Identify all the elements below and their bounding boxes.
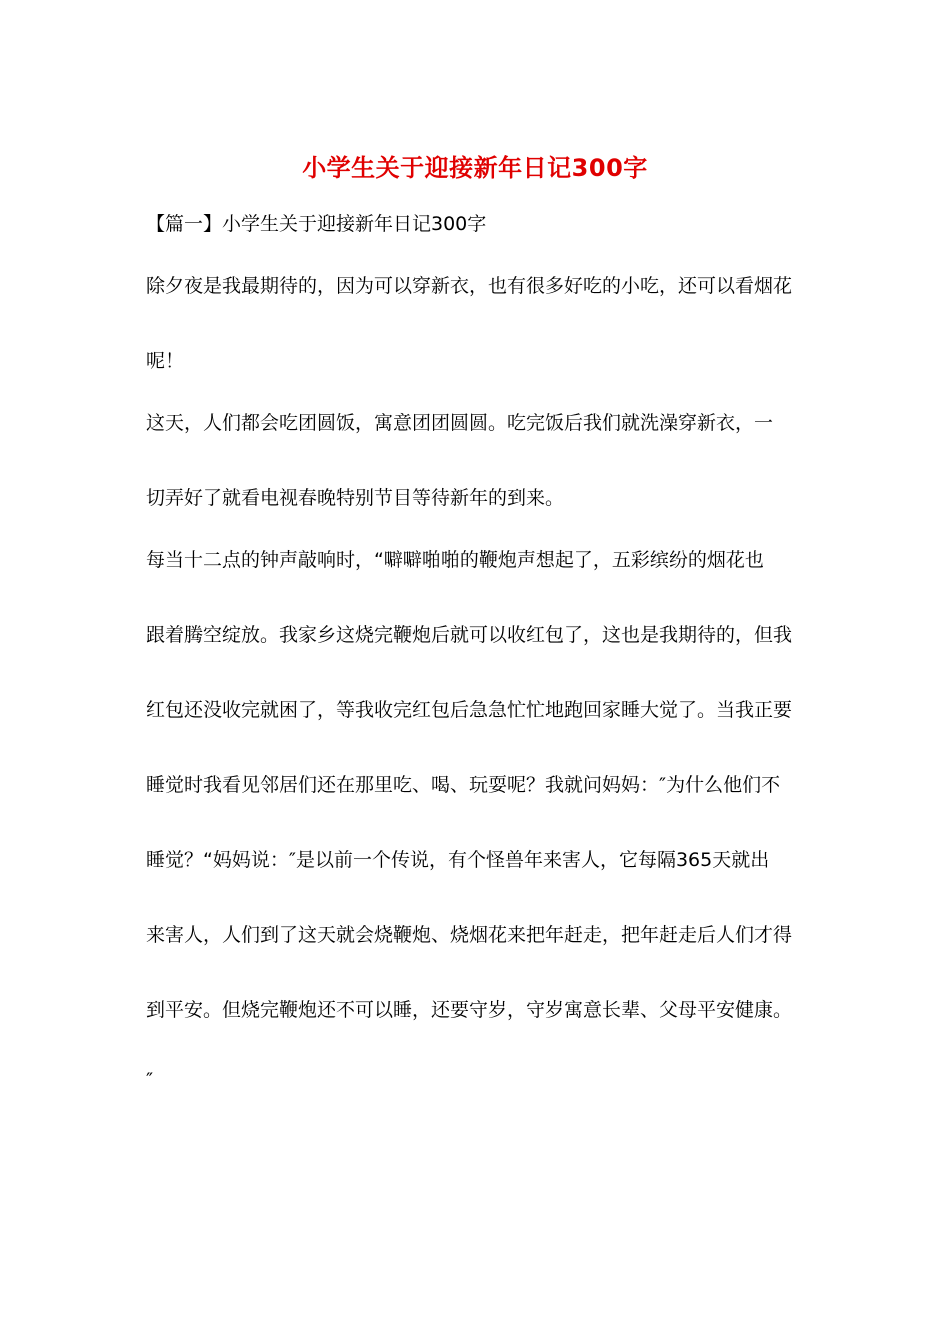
paragraph-line: 呢！ [146, 350, 185, 372]
paragraph-line: 这天，人们都会吃团圆饭，寓意团团圆圆。吃完饭后我们就洗澡穿新衣，一 [146, 412, 774, 434]
paragraph-line: 来害人，人们到了这天就会烧鞭炮、烧烟花来把年赶走，把年赶走后人们才得 [146, 924, 793, 946]
paragraph-line: 红包还没收完就困了，等我收完红包后急急忙忙地跑回家睡大觉了。当我正要 [146, 699, 793, 721]
paragraph-line: 睡觉时我看见邻居们还在那里吃、喝、玩耍呢？我就问妈妈：″为什么他们不 [146, 774, 781, 796]
paragraph-line: 切弄好了就看电视春晚特别节目等待新年的到来。 [146, 487, 565, 509]
paragraph-line: 每当十二点的钟声敲响时，“噼噼啪啪的鞭炮声想起了，五彩缤纷的烟花也 [146, 549, 764, 571]
paragraph-line: 除夕夜是我最期待的，因为可以穿新衣，也有很多好吃的小吃，还可以看烟花 [146, 275, 793, 297]
paragraph-line: 跟着腾空绽放。我家乡这烧完鞭炮后就可以收红包了，这也是我期待的，但我 [146, 624, 793, 646]
paragraph-line: 到平安。但烧完鞭炮还不可以睡，还要守岁，守岁寓意长辈、父母平安健康。 [146, 999, 793, 1021]
document-title: 小学生关于迎接新年日记300字 [302, 154, 648, 182]
paragraph-line: 睡觉？“妈妈说：″是以前一个传说，有个怪兽年来害人，它每隔365天就出 [146, 849, 770, 871]
section-heading: 【篇一】小学生关于迎接新年日记300字 [146, 213, 487, 235]
paragraph-line: ″ [146, 1069, 154, 1091]
